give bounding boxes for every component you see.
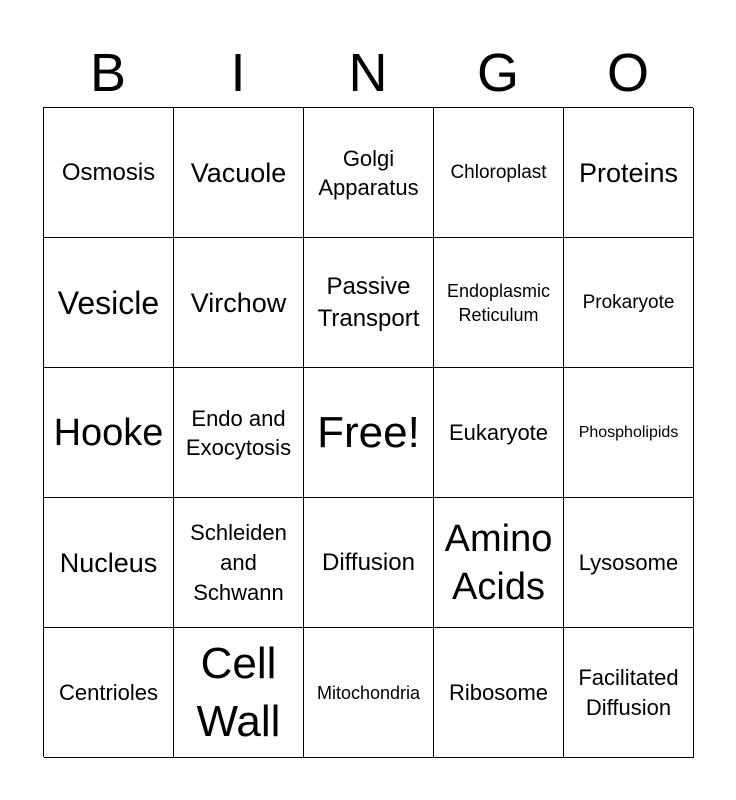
cell-label: Mitochondria — [316, 682, 421, 703]
cell-label: Cell Wall — [196, 638, 281, 746]
cell-label: Endoplasmic Reticulum — [446, 280, 551, 325]
bingo-cell[interactable] — [564, 368, 694, 498]
header-letter-b: B — [89, 43, 127, 103]
bingo-cell[interactable] — [174, 238, 304, 368]
bingo-cell[interactable] — [564, 628, 694, 758]
header-letter-i: I — [230, 43, 246, 103]
free-space-label: Free! — [317, 407, 420, 457]
cell-label: Hooke — [53, 411, 164, 454]
cell-label: Virchow — [190, 287, 287, 318]
cell-label: Prokaryote — [582, 291, 675, 313]
cell-label: Facilitated Diffusion — [578, 664, 679, 720]
bingo-cell[interactable] — [44, 238, 174, 368]
bingo-cell[interactable] — [434, 498, 564, 628]
bingo-cell[interactable] — [174, 628, 304, 758]
header-letter-n: N — [348, 43, 388, 103]
cell-label: Lysosome — [578, 550, 679, 575]
cell-label: Phospholipids — [578, 423, 679, 441]
bingo-cell[interactable] — [44, 368, 174, 498]
bingo-board — [43, 107, 693, 757]
cell-label: Nucleus — [59, 547, 158, 578]
cell-label: Chloroplast — [450, 161, 547, 183]
bingo-cell[interactable] — [564, 498, 694, 628]
cell-label: Centrioles — [58, 680, 159, 705]
bingo-cell[interactable] — [564, 238, 694, 368]
bingo-cell[interactable] — [44, 628, 174, 758]
bingo-cell[interactable] — [304, 628, 434, 758]
cell-label: Eukaryote — [448, 420, 549, 445]
bingo-cell[interactable] — [434, 238, 564, 368]
bingo-cell[interactable] — [434, 368, 564, 498]
cell-label: Endo and Exocytosis — [185, 405, 292, 460]
bingo-cell[interactable] — [174, 498, 304, 628]
bingo-cell[interactable] — [564, 108, 694, 238]
bingo-cell[interactable] — [44, 108, 174, 238]
bingo-cell free-cell[interactable] — [304, 368, 434, 498]
bingo-cell[interactable] — [44, 498, 174, 628]
cell-label: Diffusion — [322, 548, 415, 576]
bingo-cell[interactable] — [174, 108, 304, 238]
cell-label: Schleiden and Schwann — [190, 519, 287, 605]
bingo-cell[interactable] — [434, 108, 564, 238]
cell-label: Osmosis — [61, 158, 156, 186]
cell-label: Vesicle — [57, 284, 160, 321]
cell-label: Vacuole — [190, 157, 287, 188]
bingo-cell[interactable] — [304, 498, 434, 628]
bingo-cell[interactable] — [434, 628, 564, 758]
bingo-cell[interactable] — [304, 108, 434, 238]
header-letter-o: O — [606, 43, 649, 103]
header-letter-g: G — [476, 43, 519, 103]
cell-label: Ribosome — [448, 680, 549, 705]
bingo-header — [43, 40, 693, 106]
cell-label: Golgi Apparatus — [318, 145, 419, 200]
cell-label: Passive Transport — [317, 272, 420, 332]
cell-label: Proteins — [578, 157, 679, 188]
bingo-cell[interactable] — [174, 368, 304, 498]
cell-label: Amino Acids — [444, 517, 553, 608]
bingo-cell[interactable] — [304, 238, 434, 368]
